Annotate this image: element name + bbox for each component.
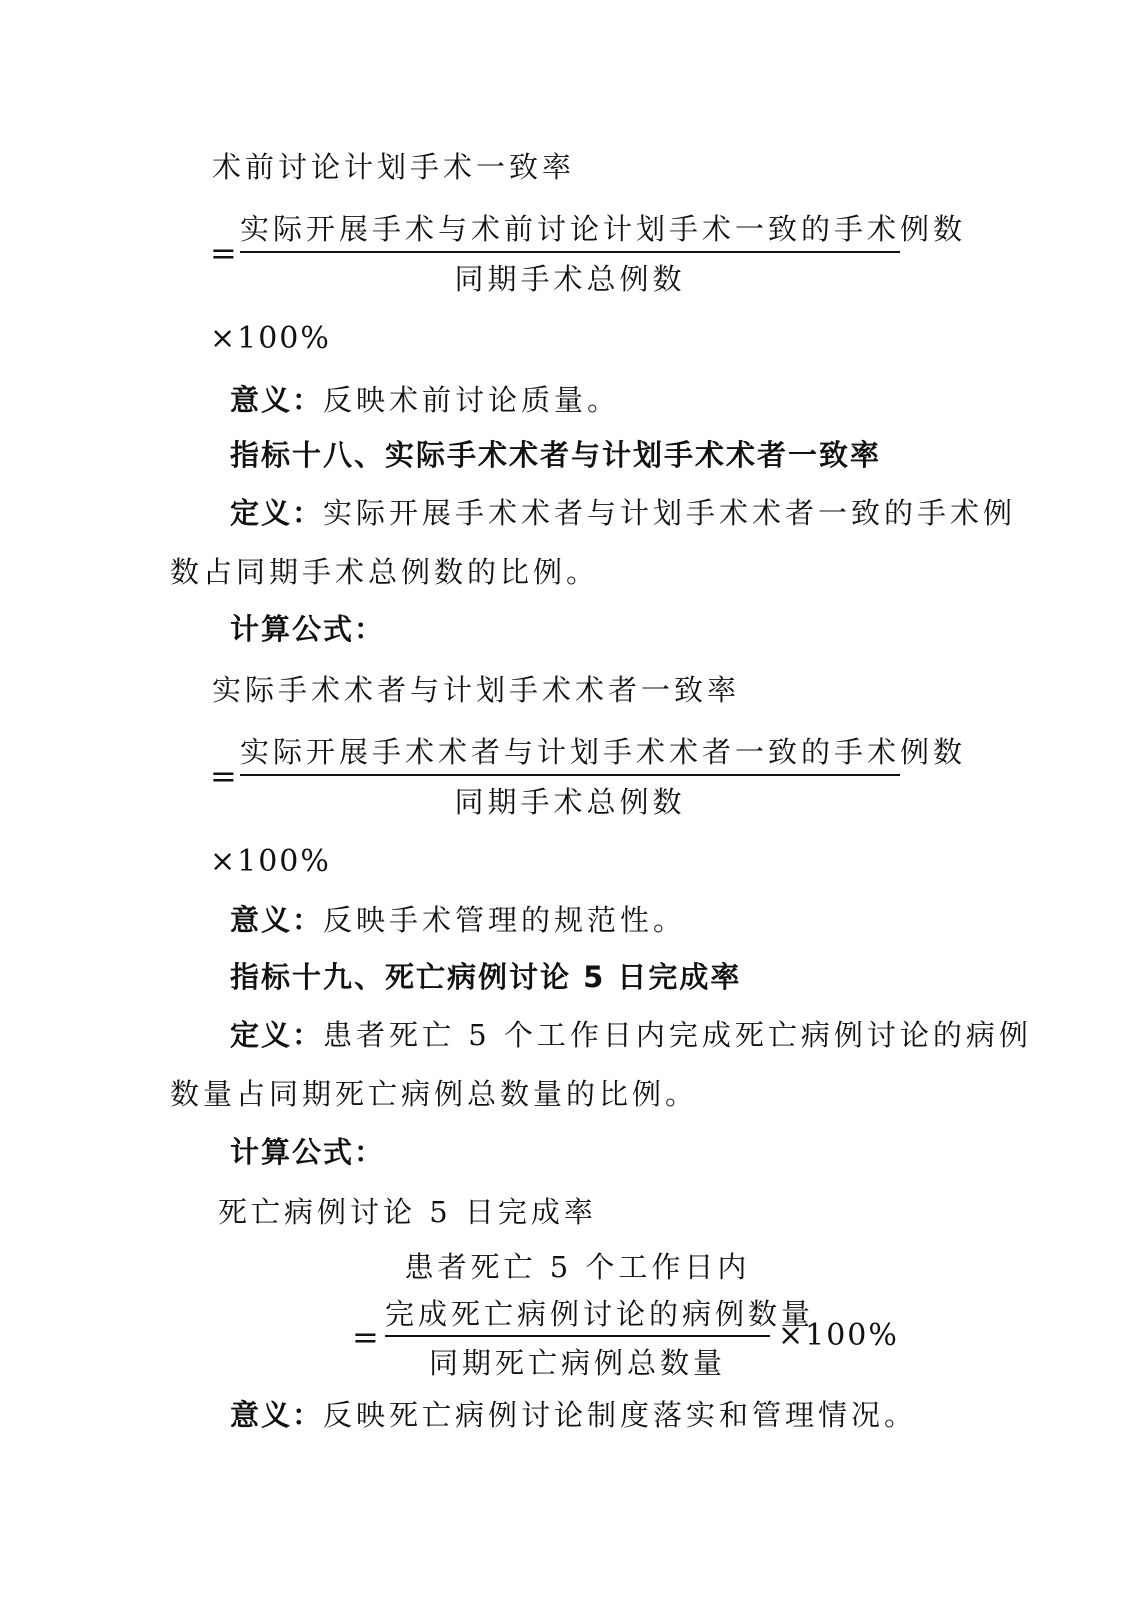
formula1-numerator: 实际开展手术与术前讨论计划手术一致的手术例数: [240, 212, 967, 246]
formula1-lhs: 术前讨论计划手术一致率: [212, 150, 576, 184]
indicator18-meaning: [230, 903, 686, 937]
meaning1-paragraph: [230, 383, 620, 417]
formula2-denominator: 同期手术总例数: [454, 785, 686, 819]
meaning1-text: 反映术前讨论质量。: [323, 383, 621, 417]
indicator19-def-line2: 数量占同期死亡病例总数量的比例。: [170, 1077, 699, 1111]
formula3-denominator: 同期死亡病例总数量: [428, 1346, 726, 1380]
formula3-equals: =: [352, 1318, 379, 1356]
formula3-lhs: 死亡病例讨论 5 日完成率: [218, 1195, 597, 1229]
formula3-numerator-line1: 患者死亡 5 个工作日内: [404, 1250, 751, 1284]
indicator19-def-line1: 患者死亡 5 个工作日内完成死亡病例讨论的病例: [323, 1018, 1032, 1052]
indicator18-heading: 指标十八、实际手术术者与计划手术术者一致率: [230, 438, 882, 472]
indicator18-meaning-text: 反映手术管理的规范性。: [323, 903, 687, 937]
indicator19-meaning-label: 意义：: [230, 1398, 324, 1432]
formula2-fraction-bar: [240, 774, 900, 776]
formula1-fraction-bar: [240, 251, 900, 253]
indicator18-def-label: 定义：: [230, 496, 324, 530]
meaning1-label: 意义：: [230, 383, 324, 417]
indicator18-calc-label: 计算公式：: [230, 612, 386, 646]
indicator19-calc-label: 计算公式：: [230, 1135, 386, 1169]
indicator19-def-label: 定义：: [230, 1018, 324, 1052]
indicator18-def-line2: 数占同期手术总例数的比例。: [170, 555, 600, 589]
indicator18-meaning-label: 意义：: [230, 903, 324, 937]
formula3-numerator-line2: 完成死亡病例讨论的病例数量: [385, 1297, 815, 1331]
formula2-lhs: 实际手术术者与计划手术术者一致率: [212, 673, 741, 707]
indicator18-definition: [230, 496, 1016, 530]
formula1-equals: =: [210, 234, 237, 272]
formula3-fraction-bar: [385, 1335, 770, 1337]
indicator19-definition: [230, 1018, 1032, 1052]
formula1-times: ×100%: [210, 321, 331, 356]
indicator18-def-line1: 实际开展手术术者与计划手术术者一致的手术例: [323, 496, 1017, 530]
formula2-times: ×100%: [210, 844, 331, 879]
formula2-numerator: 实际开展手术术者与计划手术术者一致的手术例数: [240, 735, 967, 769]
indicator19-heading: 指标十九、死亡病例讨论 5 日完成率: [230, 960, 742, 994]
formula3-times: ×100%: [778, 1318, 899, 1353]
indicator19-meaning: [230, 1398, 917, 1432]
formula1-denominator: 同期手术总例数: [454, 262, 686, 296]
indicator19-meaning-text: 反映死亡病例讨论制度落实和管理情况。: [323, 1398, 918, 1432]
formula2-equals: =: [210, 757, 237, 795]
